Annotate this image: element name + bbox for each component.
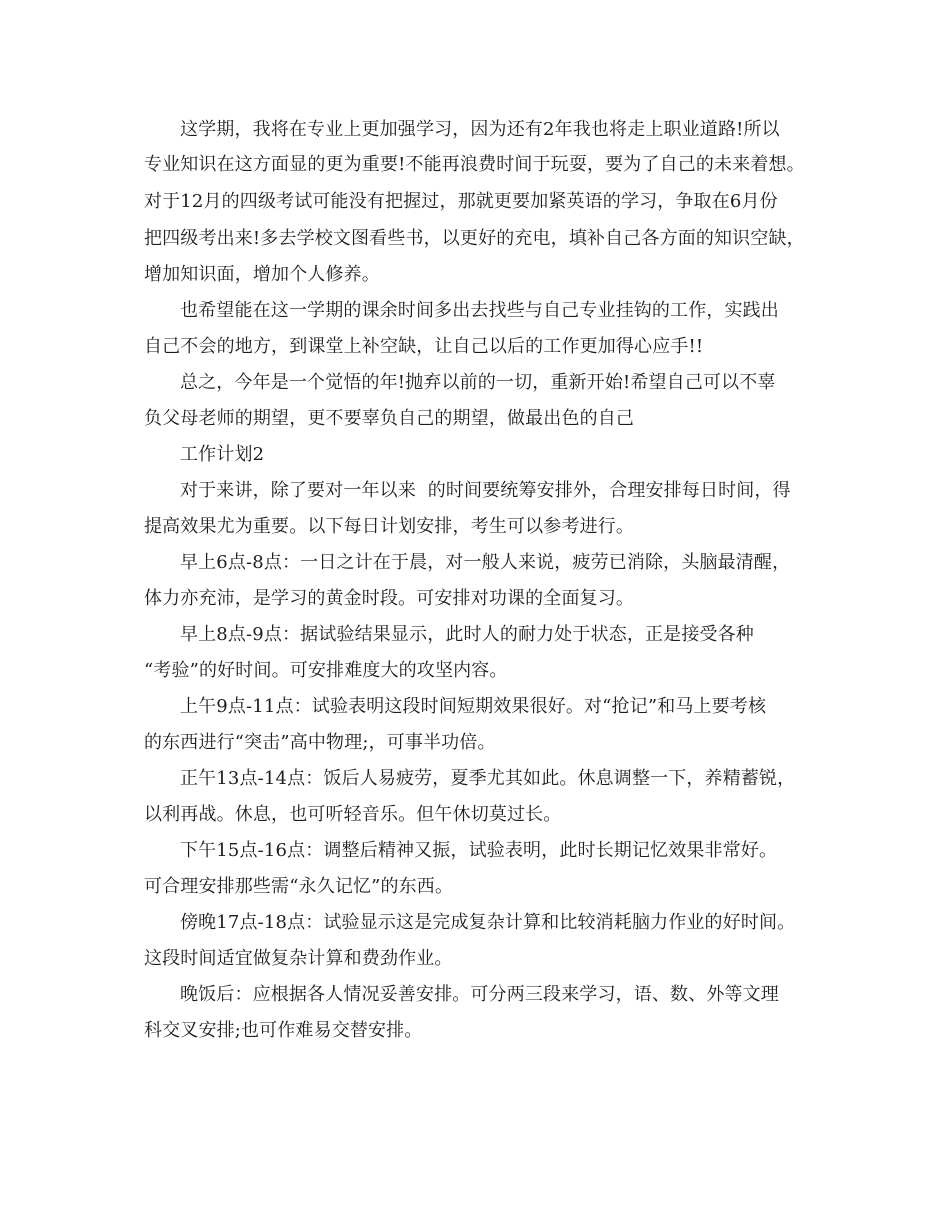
text-line: 可合理安排那些需“永久记忆”的东西。 <box>144 876 454 897</box>
text-line: 这学期，我将在专业上更加强学习，因为还有2年我也将走上职业道路!所以 <box>180 119 780 140</box>
text-line: 这段时间适宜做复杂计算和费劲作业。 <box>144 948 453 969</box>
text-line: 晚饭后：应根据各人情况妥善安排。可分两三段来学习，语、数、外等文理 <box>180 984 779 1005</box>
text-line: 早上8点-9点：据试验结果显示，此时人的耐力处于状态，正是接受各种 <box>180 624 754 645</box>
text-line: 下午15点-16点：调整后精神又振，试验表明，此时长期记忆效果非常好。 <box>180 840 778 861</box>
text-line: 增加知识面，增加个人修养。 <box>144 264 380 285</box>
text-line: 把四级考出来!多去学校文图看些书，以更好的充电，填补自己各方面的知识空缺， <box>144 228 805 249</box>
text-line: 对于12月的四级考试可能没有把握过，那就更要加紧英语的学习，争取在6月份 <box>144 191 778 212</box>
text-line: “考验”的好时间。可安排难度大的攻坚内容。 <box>144 660 508 681</box>
text-line: 正午13点-14点：饭后人易疲劳，夏季尤其如此。休息调整一下，养精蓄锐， <box>180 768 796 789</box>
text-line: 专业知识在这方面显的更为重要!不能再浪费时间于玩耍，要为了自己的未来着想。 <box>144 154 805 175</box>
text-line: 自己不会的地方，到课堂上补空缺，让自己以后的工作更加得心应手!! <box>144 336 704 357</box>
text-line: 傍晚17点-18点：试验显示这是完成复杂计算和比较消耗脑力作业的好时间。 <box>180 912 796 933</box>
text-line: 体力亦充沛，是学习的黄金时段。可安排对功课的全面复习。 <box>144 588 635 609</box>
text-line: 上午9点-11点：试验表明这段时间短期效果很好。对“抢记”和马上要考核 <box>180 696 767 717</box>
text-line: 负父母老师的期望，更不要辜负自己的期望，做最出色的自己 <box>144 408 635 429</box>
text-line: 提高效果尤为重要。以下每日计划安排，考生可以参考进行。 <box>144 516 635 537</box>
text-line: 总之，今年是一个觉悟的年!抛弃以前的一切，重新开始!希望自己可以不辜 <box>180 372 776 393</box>
section-heading: 工作计划2 <box>180 444 265 465</box>
text-line: 也希望能在这一学期的课余时间多出去找些与自己专业挂钩的工作，实践出 <box>180 300 779 321</box>
text-line: 早上6点-8点：一日之计在于晨，对一般人来说，疲劳已消除，头脑最清醒， <box>180 552 791 573</box>
text-line: 的东西进行“突击”高中物理;，可事半功倍。 <box>144 732 496 753</box>
text-line: 以利再战。休息，也可听轻音乐。但午休切莫过长。 <box>144 804 562 825</box>
text-line: 对于来讲，除了要对一年以来 的时间要统筹安排外，合理安排每日时间，得 <box>180 480 791 501</box>
text-line: 科交叉安排;也可作难易交替安排。 <box>144 1020 423 1041</box>
